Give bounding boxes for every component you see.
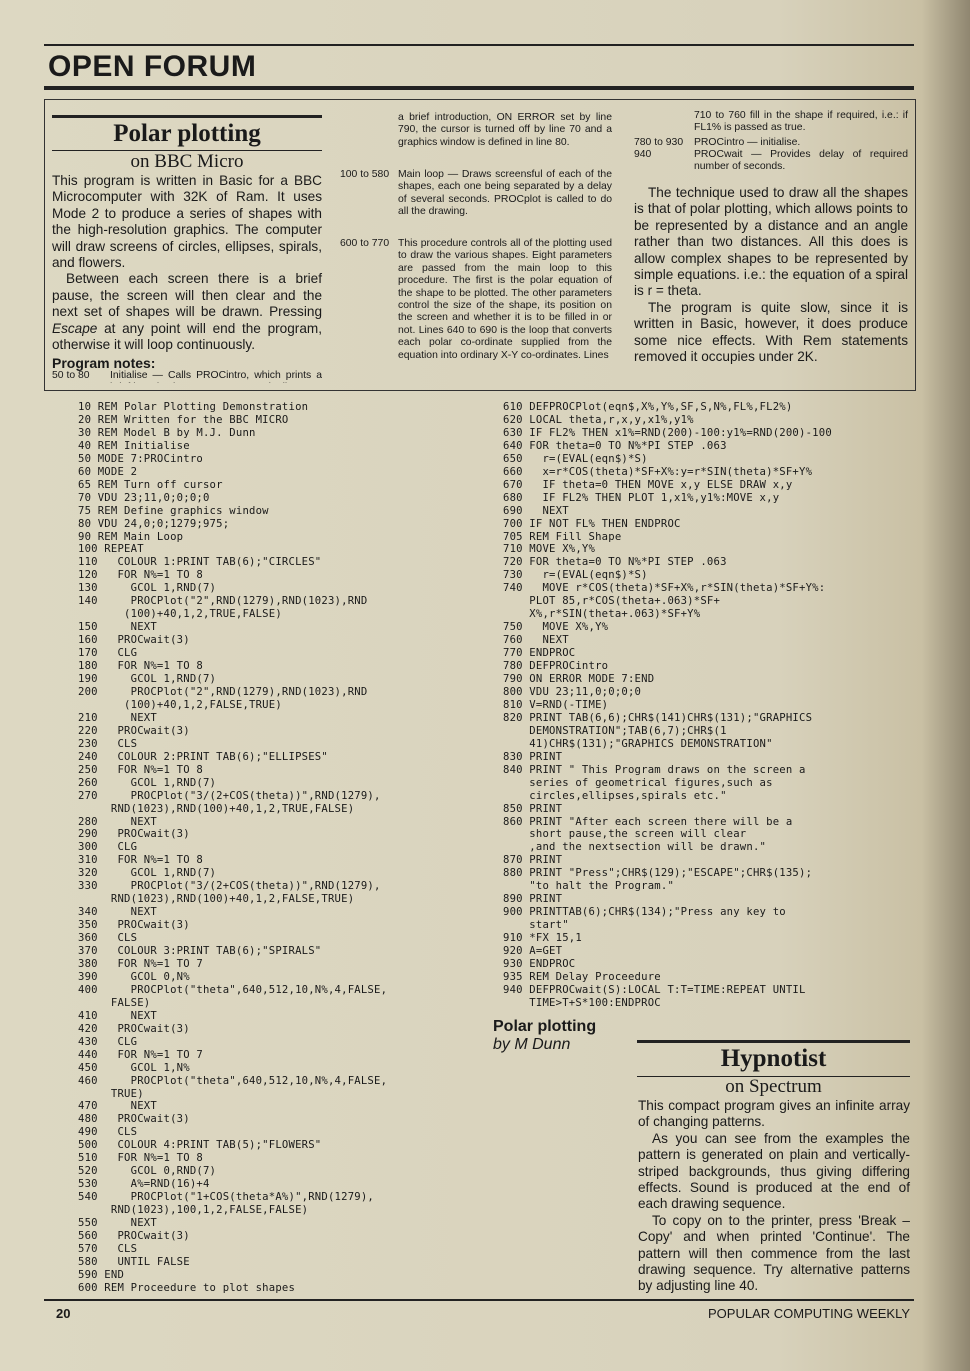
program-note (340, 169, 614, 229)
code-line: DEMONSTRATION";TAB(6,7);CHR$(1 (503, 724, 727, 737)
code-line: 280 NEXT (78, 815, 157, 828)
code-line: 65 REM Turn off cursor (78, 478, 223, 491)
body-paragraph: As you can see from the examples the pattern is generated on plain and vertically-striped backgrounds, thus giving differing effects. Sound is produced at the end of each drawing sequence. (638, 1130, 910, 1212)
code-line: 110 COLOUR 1:PRINT TAB(6);"CIRCLES" (78, 556, 322, 569)
code-line: 430 CLG (78, 1035, 138, 1048)
code-line: 250 FOR N%=1 TO 8 (78, 763, 203, 776)
code-line: short pause,the screen will clear (503, 828, 747, 841)
code-line: 120 FOR N%=1 TO 8 (78, 569, 203, 582)
code-line: 210 NEXT (78, 711, 157, 724)
code-line: 650 r=(EVAL(eqn$)*S) (503, 452, 648, 465)
footer-rule (44, 1299, 914, 1301)
code-line: 320 GCOL 1,RND(7) (78, 867, 217, 880)
code-line: 20 REM Written for the BBC MICRO (78, 413, 289, 426)
body-paragraph: Between each screen there is a brief pause, the screen will then clear and the next set of shapes will be drawn. Pressing Escape at any point will end the program, otherwise it will loop continuously. (52, 271, 322, 353)
note-text: This procedure controls all of the plotting used to draw the various shapes. Eight parameters are passed from the main loop to this procedure. The first is the polar equation of the shape to be plotted. The other parameters control the size of the shape, its position on the screen and whether it is to be filled in or not. Lines 640 to 690 is the loop that converts each polar co-ordinate supplied from the equation into ordinary X-Y co-ordinates. Lines (398, 238, 612, 361)
code-line: 750 MOVE X%,Y% (503, 621, 609, 634)
program-listing-right (503, 401, 913, 1010)
code-line: 710 MOVE X%,Y% (503, 543, 596, 556)
top-rule (44, 44, 914, 46)
body-paragraph: To copy on to the printer, press 'Break – Copy' and when printed 'Continue'. The pattern will then commence from the last drawing sequence. Try alternative patterns by adjusting line 40. (638, 1212, 910, 1294)
code-line: 400 PROCPlot("theta",640,512,10,N%,4,FALSE, (78, 983, 388, 996)
code-line: 540 PROCPlot("1+COS(theta*A%)",RND(1279), (78, 1191, 375, 1204)
article-title: Hypnotist (720, 1045, 827, 1072)
code-line: 830 PRINT (503, 750, 563, 763)
code-line: RND(1023),100,1,2,FALSE,FALSE) (78, 1204, 309, 1217)
code-line: 240 COLOUR 2:PRINT TAB(6);"ELLIPSES" (78, 750, 328, 763)
title-rule (637, 1040, 910, 1043)
code-line: 850 PRINT (503, 802, 563, 815)
code-line: 860 PRINT "After each screen there will be a (503, 815, 793, 828)
code-line: 890 PRINT (503, 893, 563, 906)
code-line: 520 GCOL 0,RND(7) (78, 1165, 217, 1178)
code-line: 100 REPEAT (78, 543, 144, 556)
code-line: 720 FOR theta=0 TO N%*PI STEP .063 (503, 556, 727, 569)
code-line: 770 ENDPROC (503, 647, 576, 660)
code-line: TRUE) (78, 1087, 144, 1100)
code-line: 330 PROCPlot("3/(2+COS(theta))",RND(1279), (78, 880, 381, 893)
code-line: 190 GCOL 1,RND(7) (78, 673, 217, 686)
code-line: 730 r=(EVAL(eqn$)*S) (503, 569, 648, 582)
code-line: 410 NEXT (78, 1009, 157, 1022)
code-line: 610 DEFPROCPlot(eqn$,X%,Y%,SF,S,N%,FL%,FL2%) (503, 401, 793, 413)
code-line: 640 FOR theta=0 TO N%*PI STEP .063 (503, 439, 727, 452)
code-line: RND(1023),RND(100)+40,1,2,TRUE,FALSE) (78, 802, 355, 815)
article-body-continued (634, 185, 908, 365)
note-lines: 100 to 580 (340, 169, 390, 180)
body-paragraph: This program is written in Basic for a BBC Microcomputer with 32K of Ram. It uses Mode 2 to produce a series of shapes with the high-resolution graphics. The computer will draw screens of circles, ellipses, spirals, and flowers. (52, 173, 322, 271)
code-line: (100)+40,1,2,FALSE,TRUE) (78, 698, 282, 711)
code-line: 40 REM Initialise (78, 439, 190, 452)
code-line: 230 CLS (78, 737, 138, 750)
code-line: 470 NEXT (78, 1100, 157, 1113)
code-line: 440 FOR N%=1 TO 7 (78, 1048, 203, 1061)
page-number: 20 (56, 1306, 71, 1321)
header-rule (44, 86, 914, 90)
code-line: 490 CLS (78, 1126, 138, 1139)
code-line: 260 GCOL 1,RND(7) (78, 776, 217, 789)
title-rule (52, 115, 322, 118)
code-line: 60 MODE 2 (78, 465, 138, 478)
code-line: 630 IF FL2% THEN x1%=RND(200)-100:y1%=RND(200)-100 (503, 426, 832, 439)
code-line: 130 GCOL 1,RND(7) (78, 582, 217, 595)
code-line: 480 PROCwait(3) (78, 1113, 190, 1126)
code-line: 290 PROCwait(3) (78, 828, 190, 841)
code-line: RND(1023),RND(100)+40,1,2,FALSE,TRUE) (78, 893, 355, 906)
code-line: 600 REM Proceedure to plot shapes (78, 1281, 296, 1294)
code-line: 420 PROCwait(3) (78, 1022, 190, 1035)
code-line: FALSE) (78, 996, 151, 1009)
code-line: 180 FOR N%=1 TO 8 (78, 660, 203, 673)
code-line: 680 IF FL2% THEN PLOT 1,x1%,y1%:MOVE x,y (503, 491, 780, 504)
code-line: 920 A=GET (503, 945, 563, 958)
code-line: 620 LOCAL theta,r,x,y,x1%,y1% (503, 413, 694, 426)
code-line: 30 REM Model B by M.J. Dunn (78, 426, 256, 439)
note-continuation: 710 to 760 fill in the shape if required, i.e.: if FL1% is passed as true. (694, 110, 908, 134)
code-line: 530 A%=RND(16)+4 (78, 1178, 210, 1191)
code-line: 740 MOVE r*COS(theta)*SF+X%,r*SIN(theta)*SF+Y%: (503, 582, 826, 595)
code-line: 590 END (78, 1268, 125, 1281)
note-text: Initialise — Calls PROCintro, which prints a (110, 370, 322, 381)
code-line: 840 PRINT " This Program draws on the screen a (503, 763, 806, 776)
code-line: "to halt the Program." (503, 880, 675, 893)
code-line: 660 x=r*COS(theta)*SF+X%:y=r*SIN(theta)*SF+Y% (503, 465, 813, 478)
listing-caption-author: by M Dunn (493, 1036, 571, 1053)
notes-heading: Program notes: (52, 355, 156, 371)
code-line: 50 MODE 7:PROCintro (78, 452, 203, 465)
code-line: 150 NEXT (78, 621, 157, 634)
code-line: 10 REM Polar Plotting Demonstration (78, 401, 309, 413)
code-line: 390 GCOL 0,N% (78, 970, 190, 983)
code-line: 41)CHR$(131);"GRAPHICS DEMONSTRATION" (503, 737, 773, 750)
section-header: OPEN FORUM (48, 50, 257, 83)
code-line: 450 GCOL 1,N% (78, 1061, 190, 1074)
code-line: 500 COLOUR 4:PRINT TAB(5);"FLOWERS" (78, 1139, 322, 1152)
code-line: TIME>T+S*100:ENDPROC (503, 996, 661, 1009)
body-paragraph: This compact program gives an infinite array of changing patterns. (638, 1098, 910, 1130)
code-line: 300 CLG (78, 841, 138, 854)
code-line: start" (503, 919, 569, 932)
note-lines: 600 to 770 (340, 238, 390, 249)
note-text: PROCwait — Provides delay of required number of seconds. (694, 149, 908, 173)
code-line: 550 NEXT (78, 1217, 157, 1230)
code-line: ,and the nextsection will be drawn." (503, 841, 767, 854)
code-line: 820 PRINT TAB(6,6);CHR$(141)CHR$(131);"GRAPHICS (503, 711, 813, 724)
code-line: 690 NEXT (503, 504, 569, 517)
code-line: 570 CLS (78, 1242, 138, 1255)
code-line: series of geometrical figures,such as (503, 776, 773, 789)
article-title: Polar plotting (113, 120, 261, 147)
note-lines: 780 to 930 (634, 137, 684, 148)
code-line: circles,ellipses,spirals etc." (503, 789, 727, 802)
program-note (340, 238, 614, 383)
note-text: Main loop — Draws screensful of each of the shapes, each one being separated by a delay of several seconds. PROCplot is called to do all the drawing. (398, 169, 612, 218)
code-line: 880 PRINT "Press";CHR$(129);"ESCAPE";CHR$(135); (503, 867, 813, 880)
code-line: 810 V=RND(-TIME) (503, 698, 609, 711)
code-line: X%,r*SIN(theta+.063)*SF+Y% (503, 608, 701, 621)
code-line: 340 NEXT (78, 906, 157, 919)
code-line: 790 ON ERROR MODE 7:END (503, 673, 655, 686)
code-line: 170 CLG (78, 647, 138, 660)
code-line: 370 COLOUR 3:PRINT TAB(6);"SPIRALS" (78, 945, 322, 958)
code-line: 870 PRINT (503, 854, 563, 867)
code-line: 760 NEXT (503, 634, 569, 647)
code-line: 270 PROCPlot("3/(2+COS(theta))",RND(1279), (78, 789, 381, 802)
code-line: 670 IF theta=0 THEN MOVE x,y ELSE DRAW x,y (503, 478, 793, 491)
code-line: 160 PROCwait(3) (78, 634, 190, 647)
article-subtitle: on Spectrum (725, 1076, 822, 1097)
listing-caption-title: Polar plotting (493, 1018, 597, 1035)
code-line: 140 PROCPlot("2",RND(1279),RND(1023),RND (78, 595, 368, 608)
code-line: 910 *FX 15,1 (503, 932, 582, 945)
code-line: 935 REM Delay Proceedure (503, 970, 661, 983)
note-text: PROCintro — initialise. (694, 137, 801, 148)
code-line: 560 PROCwait(3) (78, 1230, 190, 1242)
note-continuation: a brief introduction, ON ERROR set by line 790, the cursor is turned off by line 70 and a graphics window is defined in line 80. (398, 112, 612, 148)
body-paragraph: The technique used to draw all the shapes is that of polar plotting, which allows points to be represented by a distance and an angle rather than two distances. All this does is allow complex shapes to be represented by simple equations. i.e.: the equation of a spiral is r = theta. (634, 185, 908, 299)
code-line: 800 VDU 23;11,0;0;0;0 (503, 685, 642, 698)
program-note (634, 149, 910, 177)
code-line: 350 PROCwait(3) (78, 919, 190, 932)
code-line: (100)+40,1,2,TRUE,FALSE) (78, 608, 282, 621)
code-line: 70 VDU 23;11,0;0;0;0 (78, 491, 210, 504)
code-line: 220 PROCwait(3) (78, 724, 190, 737)
code-line: 510 FOR N%=1 TO 8 (78, 1152, 203, 1165)
article-body (638, 1098, 910, 1295)
note-lines: 940 (634, 149, 652, 160)
code-line: 900 PRINTTAB(6);CHR$(134);"Press any key to (503, 906, 786, 919)
code-line: 75 REM Define graphics window (78, 504, 269, 517)
code-line: 90 REM Main Loop (78, 530, 184, 543)
code-line: 460 PROCPlot("theta",640,512,10,N%,4,FALSE, (78, 1074, 388, 1087)
code-line: 80 VDU 24,0;0;1279;975; (78, 517, 230, 530)
article-subtitle: on BBC Micro (130, 151, 244, 172)
code-line: 580 UNTIL FALSE (78, 1255, 190, 1268)
code-line: 705 REM Fill Shape (503, 530, 622, 543)
code-line: PLOT 85,r*COS(theta+.063)*SF+ (503, 595, 721, 608)
code-line: 930 ENDPROC (503, 957, 576, 970)
body-paragraph: The program is quite slow, since it is written in Basic, however, it does produce some nice effects. With Rem statements removed it occupies under 2K. (634, 299, 908, 365)
code-line: 200 PROCPlot("2",RND(1279),RND(1023),RND (78, 685, 368, 698)
code-line: 940 DEFPROCwait(S):LOCAL T:T=TIME:REPEAT UNTIL (503, 983, 806, 996)
code-line: 700 IF NOT FL% THEN ENDPROC (503, 517, 681, 530)
program-listing-left (78, 401, 478, 1295)
article-body (52, 173, 322, 353)
note-lines: 50 to 80 (52, 370, 90, 381)
magazine-name: POPULAR COMPUTING WEEKLY (708, 1306, 911, 1321)
code-line: 380 FOR N%=1 TO 7 (78, 957, 203, 970)
code-line: 360 CLS (78, 932, 138, 945)
code-line: 310 FOR N%=1 TO 8 (78, 854, 203, 867)
code-line: 780 DEFPROCintro (503, 660, 609, 673)
